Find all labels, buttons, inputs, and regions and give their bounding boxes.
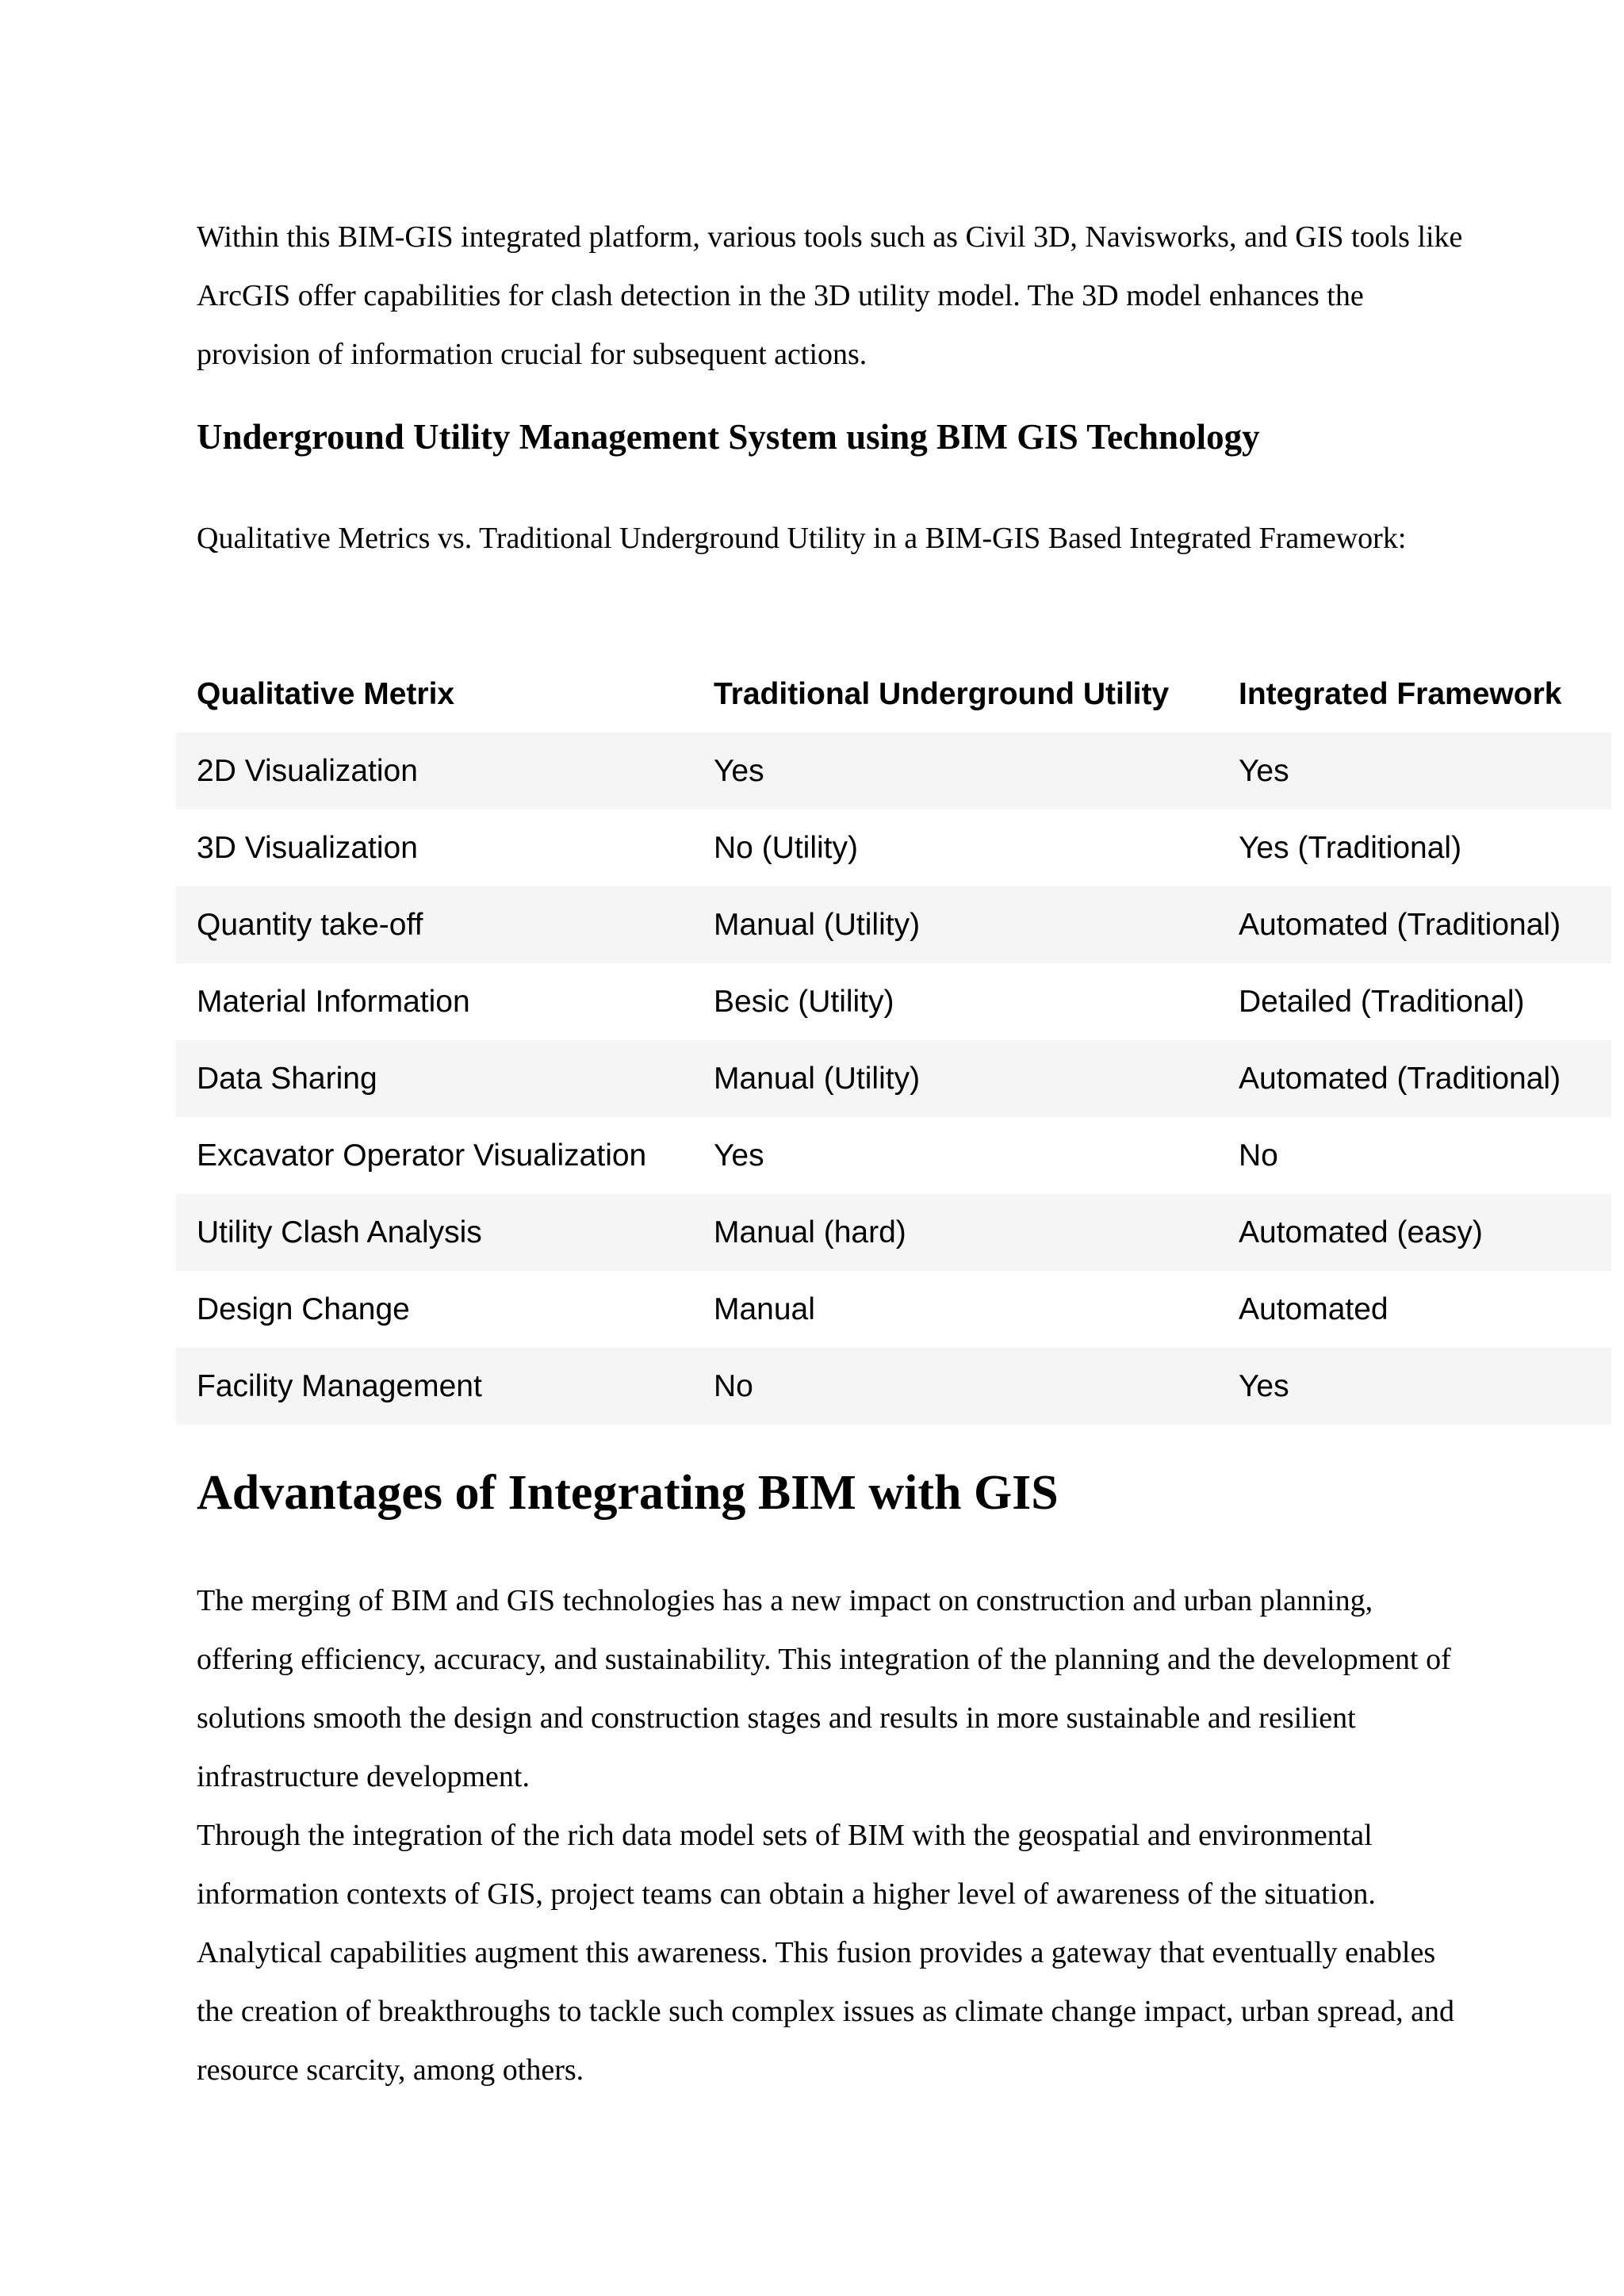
metrics-table-container — [176, 656, 1611, 1425]
table-cell: 3D Visualization — [197, 830, 418, 865]
advantages-heading: Advantages of Integrating BIM with GIS — [197, 1466, 1059, 1520]
table-row — [176, 1117, 1611, 1194]
table-cell: Besic (Utility) — [714, 984, 894, 1019]
advantages-paragraph-1: The merging of BIM and GIS technologies has a new impact on construction and urban planning, offering efficiency, accuracy, and sustainability. This integration of the planning and the development of solutions smooth the design and construction stages and results in more sustainable and resilient infrastructure development. — [197, 1584, 1451, 1793]
table-header-cell: Integrated Framework — [1239, 677, 1562, 711]
table-cell: Material Information — [197, 984, 470, 1019]
table-cell: Detailed (Traditional) — [1239, 984, 1525, 1019]
table-header-row — [176, 656, 1611, 733]
table-row — [176, 963, 1611, 1040]
table-cell: Manual (Utility) — [693, 886, 1218, 963]
table-row — [176, 1271, 1611, 1348]
table-cell: No — [1239, 1138, 1278, 1173]
table-cell: Facility Management — [176, 1348, 693, 1425]
table-cell: Automated (Traditional) — [1218, 1040, 1611, 1117]
advantages-paragraph-2: Through the integration of the rich data model sets of BIM with the geospatial and environmental information contexts of GIS, project teams can obtain a higher level of awareness of the situation. Analytical capabilities augment this awareness. This fusion provides a gateway that eventually enables the creation of breakthroughs to tackle such complex issues as climate change impact, urban spread, and resource scarcity, among others. — [197, 1819, 1454, 2087]
table-cell: Design Change — [197, 1292, 410, 1326]
table-cell: 2D Visualization — [176, 733, 693, 809]
table-header-cell: Qualitative Metrix — [197, 677, 455, 711]
table-cell: Quantity take-off — [176, 886, 693, 963]
table-row — [176, 809, 1611, 886]
table-cell: Yes — [693, 733, 1218, 809]
table-caption: Qualitative Metrics vs. Traditional Underground Utility in a BIM-GIS Based Integrated Framework: — [197, 522, 1407, 555]
table-cell: No (Utility) — [714, 830, 858, 865]
table-cell: Manual — [714, 1292, 815, 1326]
table-cell: Automated (easy) — [1218, 1194, 1611, 1271]
table-cell: No — [693, 1348, 1218, 1425]
table-cell: Manual (hard) — [693, 1194, 1218, 1271]
table-cell: Yes — [714, 1138, 764, 1173]
table-cell: Excavator Operator Visualization — [197, 1138, 647, 1173]
table-row — [176, 733, 1611, 809]
metrics-table — [176, 656, 1611, 1425]
table-cell: Manual (Utility) — [693, 1040, 1218, 1117]
table-cell: Utility Clash Analysis — [176, 1194, 693, 1271]
table-cell: Yes — [1218, 733, 1611, 809]
table-row — [176, 1348, 1611, 1425]
table-cell: Yes (Traditional) — [1239, 830, 1462, 865]
table-row — [176, 1194, 1611, 1271]
table-cell: Data Sharing — [176, 1040, 693, 1117]
table-cell: Automated (Traditional) — [1218, 886, 1611, 963]
table-cell: Automated — [1239, 1292, 1388, 1326]
section-heading: Underground Utility Management System using BIM GIS Technology — [197, 417, 1260, 457]
table-cell: Yes — [1218, 1348, 1611, 1425]
table-row — [176, 886, 1611, 963]
intro-paragraph: Within this BIM-GIS integrated platform, various tools such as Civil 3D, Navisworks, and GIS tools like ArcGIS offer capabilities for clash detection in the 3D utility model. The 3D model enhances the provision of information crucial for subsequent actions. — [197, 220, 1463, 371]
table-header-cell: Traditional Underground Utility — [714, 677, 1170, 711]
table-row — [176, 1040, 1611, 1117]
